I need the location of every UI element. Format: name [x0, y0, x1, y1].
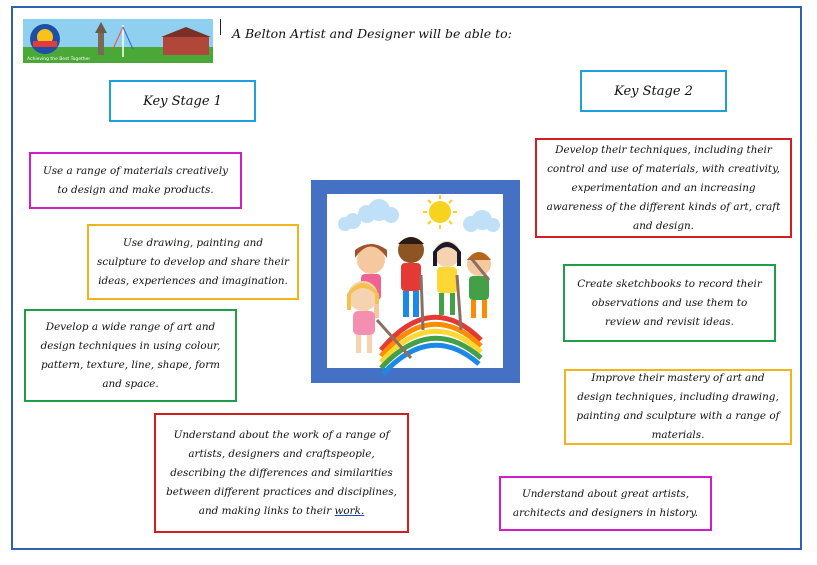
ks2-techniques-text: Develop their techniques, including their control and use of materials, with creativity, experimentation and an increasing awareness of the different kinds of art, craft and design. [546, 143, 781, 232]
key-stage-2-heading [580, 70, 727, 112]
ks2-mastery-box [564, 369, 792, 445]
key-stage-1-label: Key Stage 1 [143, 93, 222, 109]
ks1-materials-box [29, 152, 242, 209]
ks2-sketchbooks-text: Create sketchbooks to record their observations and use them to review and revisit ideas. [577, 277, 762, 328]
ks2-techniques-box [535, 138, 792, 238]
ks2-mastery-text: Improve their mastery of art and design techniques, including drawing, painting and sculpture with a range of materials. [576, 372, 780, 441]
ks1-understand-box [154, 413, 409, 533]
ks1-drawing-box [87, 224, 299, 300]
ks1-drawing-text: Use drawing, painting and sculpture to develop and share their ideas, experiences and imagination. [97, 236, 289, 287]
ks2-sketchbooks-box [563, 264, 776, 342]
ks1-understand-text [164, 426, 399, 521]
ks1-techniques-text: Develop a wide range of art and design techniques in using colour, pattern, texture, line, shape, form and space. [40, 320, 221, 390]
ks1-techniques-box [24, 309, 237, 402]
key-stage-1-heading [109, 80, 256, 122]
school-logo [23, 19, 213, 63]
ks2-artists-text: Understand about great artists, architects and designers in history. [512, 487, 699, 519]
ks2-artists-box [499, 476, 712, 531]
logo-caption: Achieving the Best Together [27, 57, 91, 62]
work-link[interactable]: work. [334, 504, 365, 517]
ks1-materials-text: Use a range of materials creatively to design and make products. [42, 164, 229, 196]
key-stage-2-label: Key Stage 2 [614, 83, 693, 99]
children-painting-illustration [311, 180, 520, 383]
title-divider [220, 19, 221, 35]
page-title: A Belton Artist and Designer will be able to: [232, 26, 512, 41]
ks1-understand-prefix: Understand about the work of a range of artists, designers and craftspeople, describing the differences and similarities between different practices and disciplines, and making links to their [166, 428, 397, 517]
